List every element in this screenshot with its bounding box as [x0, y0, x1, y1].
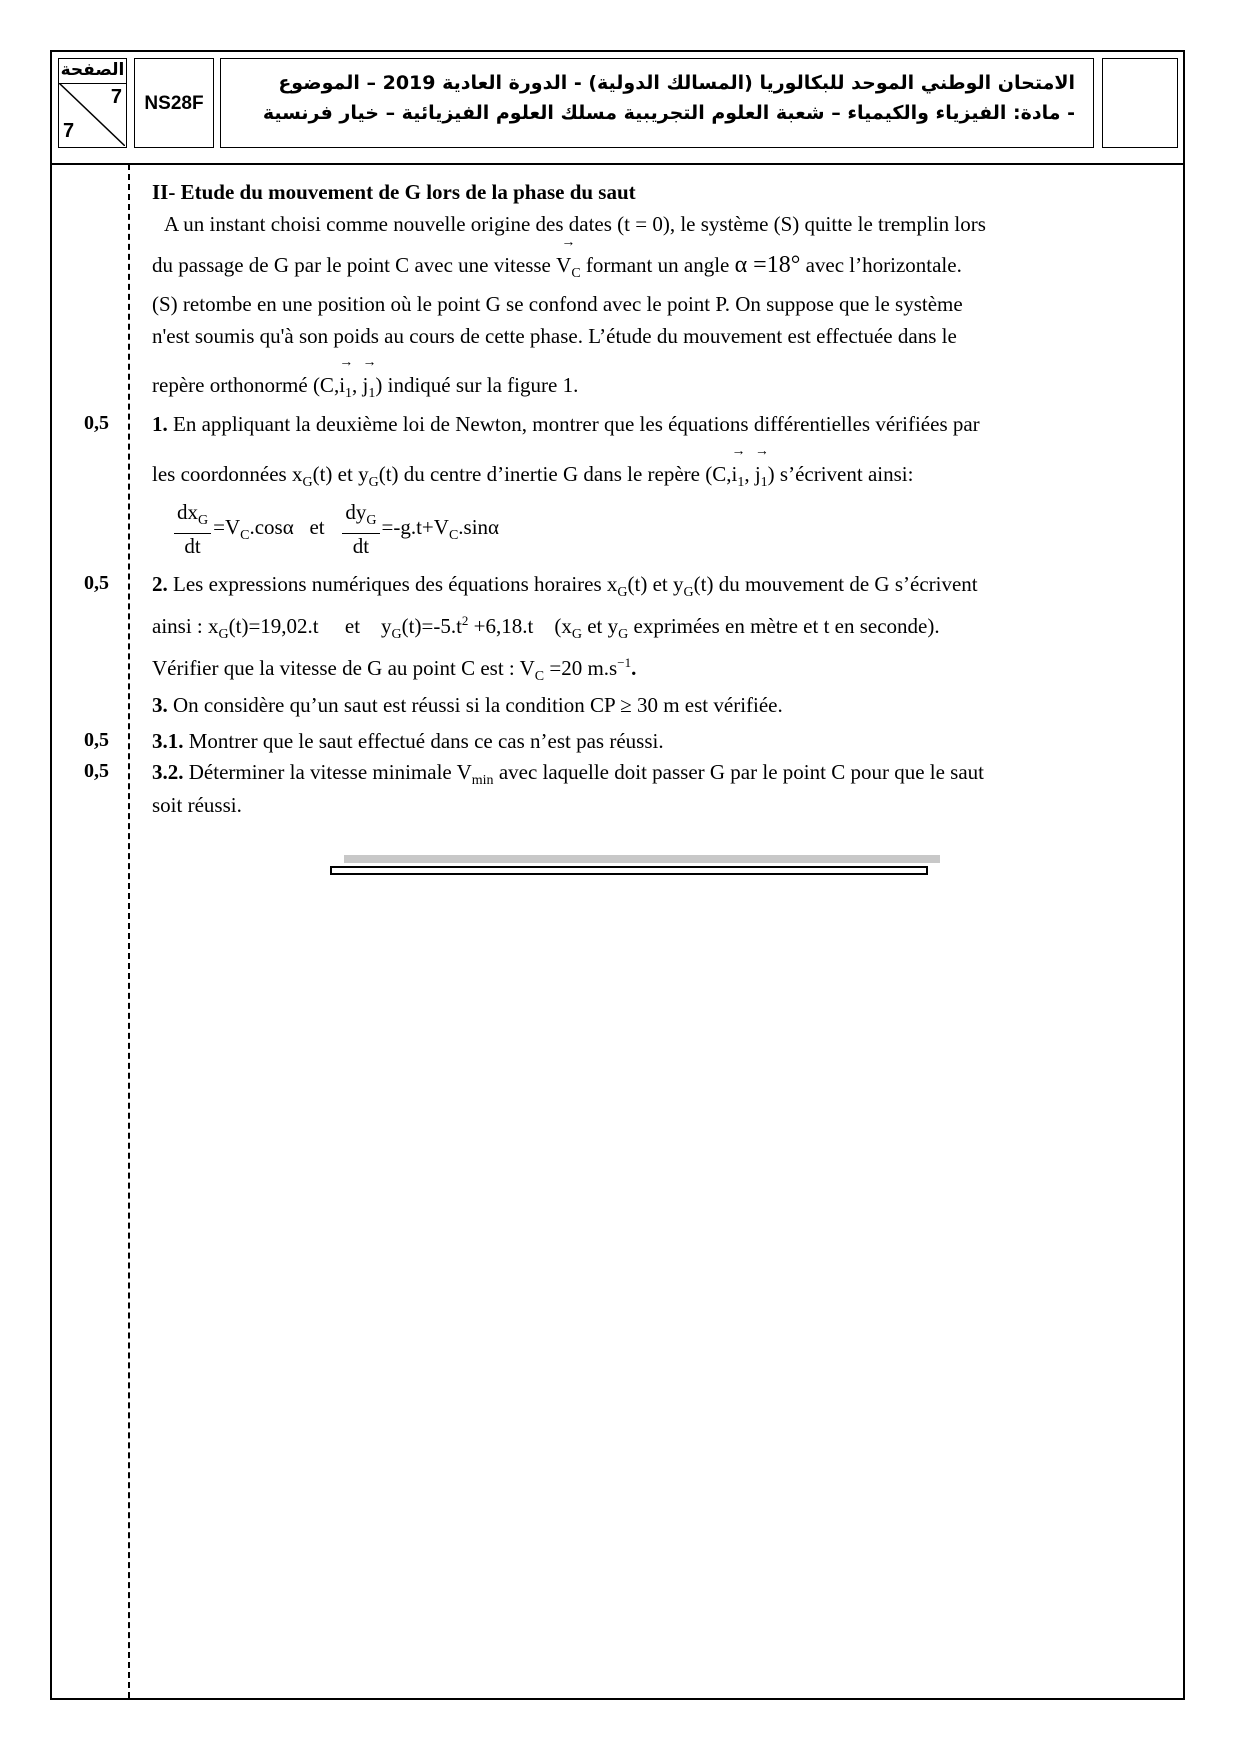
q32-line-1: 3.2. Déterminer la vitesse minimale $V_{min}$ avec laquelle doit passer G par le point C pour que le saut: [152, 760, 984, 788]
q1-line-2: les coordonnées $x_G(t)$ et $y_G(t)$ du centre d’inertie G dans le repère ($C,\to i_1$, → $j_1$) s’écrivent ainsi:: [152, 462, 913, 491]
intro-line-5: repère orthonormé ($C,\to i_1$, → $j_1$) indiqué sur la figure 1.: [152, 373, 578, 402]
eq1-fraction: $\frac{dx_G}{dt}$: [174, 500, 211, 558]
section-title: II- Etude du mouvement de G lors de la phase du saut: [152, 180, 636, 204]
exam-code: NS28F: [144, 93, 204, 114]
score-q31: 0,5: [84, 729, 109, 751]
q2-line-2: ainsi : $x_G(t)=19,02.t$ et $y_G(t)=-5.t^2 +6,18.t$ ($x_G$ et $y_G$ exprimées en mètre et t en seconde).: [152, 613, 940, 642]
exam-code-box: [134, 58, 214, 148]
velocity-vector: → $V_C$: [556, 253, 581, 282]
empty-header-box: [1102, 58, 1178, 148]
margin-dashed-line: [128, 164, 130, 1698]
end-separator: [330, 866, 928, 875]
page-number-box: [58, 58, 127, 148]
q2-line-3: Vérifier que la vitesse de G au point C est : $V_C =20$ $m.s^{-1}$.: [152, 655, 637, 684]
page-total: 7: [63, 120, 75, 142]
q3-line: 3. On considère qu’un saut est réussi si la condition CP ≥ 30 m est vérifiée.: [152, 693, 783, 717]
intro-line-4: n'est soumis qu'à son poids au cours de cette phase. L’étude du mouvement est effectuée dans le: [152, 324, 957, 348]
page-label: الصفحة: [59, 59, 126, 84]
page-current: 7: [110, 86, 122, 108]
q2-line-1: 2. Les expressions numériques des équations horaires $x_G(t)$ et $y_G(t)$ du mouvement de G s’écrivent: [152, 572, 978, 600]
end-separator-shadow: [344, 855, 940, 863]
score-q32: 0,5: [84, 760, 109, 782]
q31-line: 3.1. Montrer que le saut effectué dans ce cas n’est pas réussi.: [152, 729, 664, 753]
exam-title-line2: - مادة: الفيزياء والكيمياء – شعبة العلوم التجريبية مسلك العلوم الفيزيائية – خيار فرنسية: [262, 102, 1075, 124]
score-q2: 0,5: [84, 572, 109, 594]
q1-equations: $\frac{dx_G}{dt}$ $=V_C.\cos\alpha$ et $\frac{dy_G}{dt}$ $=-g.t+V_C.\sin\alpha$: [172, 500, 499, 558]
header-separator: [50, 163, 1185, 165]
q1-line-1: 1. En appliquant la deuxième loi de Newton, montrer que les équations différentielles vérifiées par: [152, 412, 980, 436]
intro-line-2: du passage de G par le point C avec une vitesse → $V_C$ formant un angle α =18° avec l’horizontale.: [152, 252, 962, 282]
score-q1: 0,5: [84, 412, 109, 434]
intro-line-3: (S) retombe en une position où le point G se confond avec le point P. On suppose que le système: [152, 292, 963, 316]
angle-value: α =18°: [734, 252, 801, 278]
intro-line-1: A un instant choisi comme nouvelle origine des dates (t = 0), le système (S) quitte le tremplin lors: [164, 212, 986, 236]
eq2-fraction: $\frac{dy_G}{dt}$: [342, 500, 379, 558]
exam-title-box: [220, 58, 1094, 148]
exam-title-line1: الامتحان الوطني الموحد للبكالوريا (المسالك الدولية) - الدورة العادية 2019 – الموضوع: [278, 72, 1075, 94]
q32-line-2: soit réussi.: [152, 793, 242, 817]
